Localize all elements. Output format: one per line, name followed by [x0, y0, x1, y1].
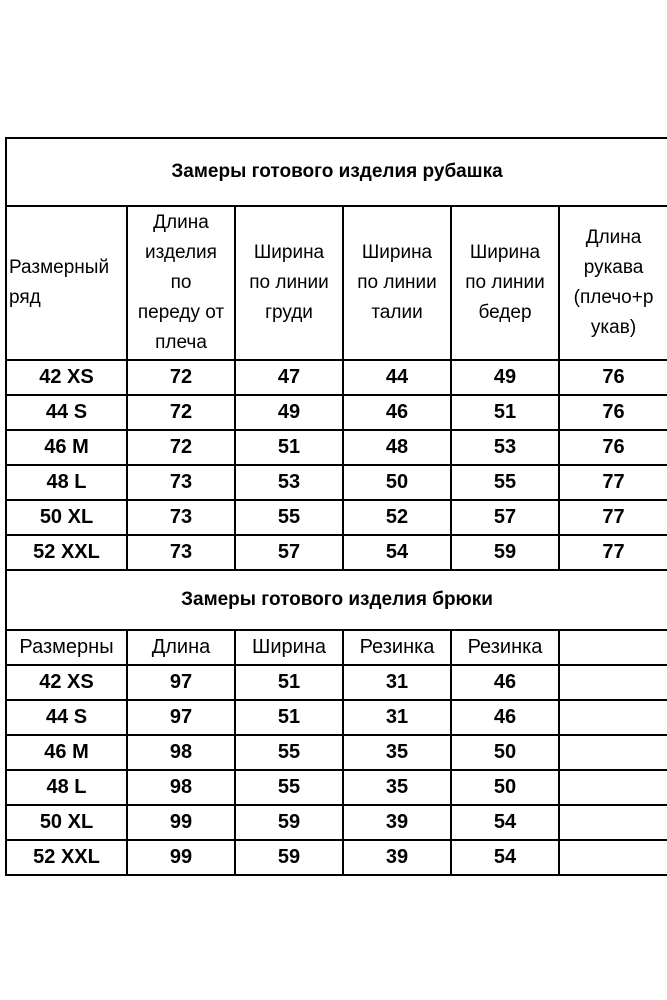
- measurement-cell: 51: [451, 395, 559, 430]
- measurement-cell: 55: [235, 500, 343, 535]
- measurement-cell: 73: [127, 500, 235, 535]
- table-row: [6, 665, 667, 700]
- measurement-cell: 55: [235, 770, 343, 805]
- pants-header-cell: Размерны: [6, 630, 127, 665]
- measurement-cell: 59: [235, 805, 343, 840]
- measurement-cell: 50: [451, 735, 559, 770]
- measurement-cell: 76: [559, 395, 667, 430]
- table-row: [6, 700, 667, 735]
- measurement-cell: 49: [451, 360, 559, 395]
- measurement-cell: 51: [235, 665, 343, 700]
- shirt-header-cell: [343, 206, 451, 360]
- measurement-cell: 76: [559, 430, 667, 465]
- size-chart: [5, 137, 667, 876]
- shirt-header-line: укав): [590, 317, 637, 338]
- measurement-cell: 53: [235, 465, 343, 500]
- shirt-header-line: по линии: [357, 272, 437, 293]
- shirt-header-line: Ширина: [361, 242, 433, 263]
- pants-header-cell: Ширина: [235, 630, 343, 665]
- table-row: [6, 735, 667, 770]
- shirt-header-line: изделия: [145, 242, 217, 263]
- size-cell: 52 XXL: [6, 840, 127, 875]
- measurement-cell: 35: [343, 770, 451, 805]
- shirt-header-line: по: [170, 272, 192, 293]
- pants-header-cell: Резинка: [451, 630, 559, 665]
- measurement-cell: 31: [343, 700, 451, 735]
- measurement-cell: 39: [343, 840, 451, 875]
- shirt-header-line: Размерный: [9, 257, 110, 278]
- measurement-cell: 31: [343, 665, 451, 700]
- measurement-cell: 97: [127, 700, 235, 735]
- measurement-cell: 59: [235, 840, 343, 875]
- shirt-title-row: [6, 138, 667, 206]
- table-row: [6, 840, 667, 875]
- pants-header-cell: [559, 630, 667, 665]
- pants-title-row: [6, 570, 667, 630]
- measurement-cell: [559, 700, 667, 735]
- measurement-cell: 53: [451, 430, 559, 465]
- shirt-header-line: по линии: [465, 272, 545, 293]
- measurement-cell: 55: [235, 735, 343, 770]
- table-row: [6, 500, 667, 535]
- measurement-cell: 98: [127, 735, 235, 770]
- size-cell: 48 L: [6, 770, 127, 805]
- shirt-header-line: Длина: [153, 212, 209, 233]
- measurement-cell: [559, 735, 667, 770]
- size-cell: 46 M: [6, 430, 127, 465]
- measurement-cell: 39: [343, 805, 451, 840]
- measurement-cell: 77: [559, 465, 667, 500]
- shirt-header-row: [6, 206, 667, 360]
- measurement-cell: 52: [343, 500, 451, 535]
- pants-table: [6, 570, 667, 875]
- measurement-cell: 72: [127, 360, 235, 395]
- measurement-cell: 72: [127, 430, 235, 465]
- shirt-table: [6, 138, 667, 570]
- shirt-header-line: ряд: [9, 287, 41, 308]
- shirt-header-cell: [127, 206, 235, 360]
- size-cell: 42 XS: [6, 665, 127, 700]
- shirt-header-line: Ширина: [253, 242, 325, 263]
- pants-header-cell: Длина: [127, 630, 235, 665]
- measurement-cell: 50: [451, 770, 559, 805]
- measurement-cell: 51: [235, 700, 343, 735]
- table-row: [6, 360, 667, 395]
- measurement-cell: 97: [127, 665, 235, 700]
- measurement-cell: 99: [127, 805, 235, 840]
- pants-header-row: [6, 630, 667, 665]
- shirt-header-line: бедер: [478, 302, 532, 323]
- measurement-cell: [559, 805, 667, 840]
- size-cell: 44 S: [6, 395, 127, 430]
- pants-table-title: Замеры готового изделия брюки: [6, 570, 667, 630]
- measurement-cell: 54: [343, 535, 451, 570]
- measurement-cell: 48: [343, 430, 451, 465]
- size-cell: 50 XL: [6, 500, 127, 535]
- shirt-header-cell: [235, 206, 343, 360]
- measurement-cell: 77: [559, 535, 667, 570]
- measurement-cell: 76: [559, 360, 667, 395]
- measurement-cell: 46: [451, 700, 559, 735]
- shirt-header-line: по линии: [249, 272, 329, 293]
- table-row: [6, 395, 667, 430]
- measurement-cell: 59: [451, 535, 559, 570]
- measurement-cell: 57: [235, 535, 343, 570]
- table-row: [6, 465, 667, 500]
- measurement-cell: 98: [127, 770, 235, 805]
- table-row: [6, 805, 667, 840]
- measurement-cell: 73: [127, 535, 235, 570]
- measurement-cell: 51: [235, 430, 343, 465]
- shirt-header-cell: [559, 206, 667, 360]
- measurement-cell: 55: [451, 465, 559, 500]
- shirt-header-line: талии: [371, 302, 423, 323]
- measurement-cell: 72: [127, 395, 235, 430]
- measurement-cell: 57: [451, 500, 559, 535]
- measurement-cell: 46: [343, 395, 451, 430]
- measurement-cell: 50: [343, 465, 451, 500]
- shirt-header-line: переду от: [137, 302, 225, 323]
- table-row: [6, 430, 667, 465]
- measurement-cell: 49: [235, 395, 343, 430]
- measurement-cell: 99: [127, 840, 235, 875]
- size-table: [5, 137, 667, 876]
- measurement-cell: [559, 770, 667, 805]
- measurement-cell: 35: [343, 735, 451, 770]
- measurement-cell: [559, 665, 667, 700]
- shirt-header-line: Длина: [585, 227, 642, 248]
- shirt-header-line: плеча: [155, 332, 207, 353]
- table-row: [6, 770, 667, 805]
- table-row: [6, 535, 667, 570]
- shirt-header-cell: [451, 206, 559, 360]
- size-cell: 48 L: [6, 465, 127, 500]
- measurement-cell: 54: [451, 840, 559, 875]
- size-cell: 52 XXL: [6, 535, 127, 570]
- measurement-cell: 47: [235, 360, 343, 395]
- size-cell: 42 XS: [6, 360, 127, 395]
- size-cell: 50 XL: [6, 805, 127, 840]
- measurement-cell: 73: [127, 465, 235, 500]
- size-cell: 46 M: [6, 735, 127, 770]
- measurement-cell: 77: [559, 500, 667, 535]
- shirt-header-line: рукава: [583, 257, 644, 278]
- shirt-table-title: Замеры готового изделия рубашка: [6, 138, 667, 206]
- shirt-header-line: Ширина: [469, 242, 541, 263]
- shirt-header-line: груди: [265, 302, 313, 323]
- measurement-cell: [559, 840, 667, 875]
- measurement-cell: 46: [451, 665, 559, 700]
- measurement-cell: 44: [343, 360, 451, 395]
- shirt-header-cell: [6, 206, 127, 360]
- pants-header-cell: Резинка: [343, 630, 451, 665]
- measurement-cell: 54: [451, 805, 559, 840]
- shirt-header-line: (плечо+р: [573, 287, 654, 308]
- size-cell: 44 S: [6, 700, 127, 735]
